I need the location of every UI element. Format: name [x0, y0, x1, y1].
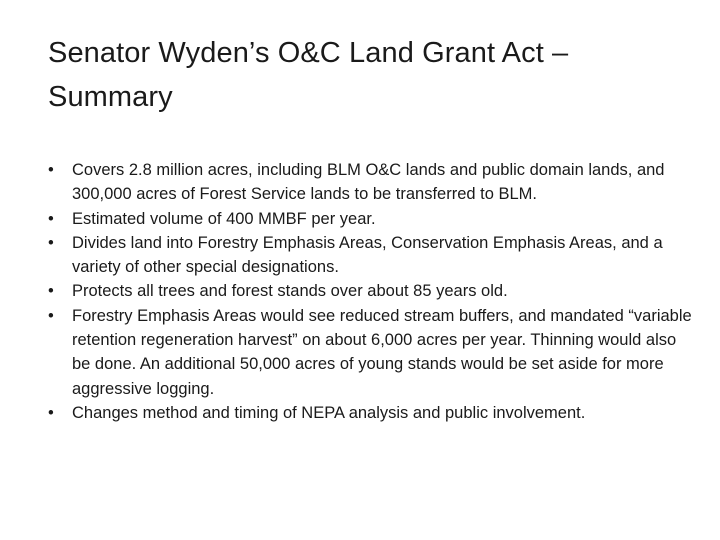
bullet-text: Protects all trees and forest stands over about 85 years old. — [72, 282, 508, 301]
bullet-text: Forestry Emphasis Areas would see reduced stream buffers, and mandated “variable retention regeneration harvest” on about 6,000 acres per year. Thinning would also be done. An additional 50,000 acres of young stands would be set aside for more aggressive logging. — [72, 306, 692, 398]
bullet-dot-icon: • — [48, 161, 54, 179]
bullet-dot-icon: • — [48, 282, 54, 301]
bullet-list — [48, 158, 696, 425]
bullet-dot-icon: • — [48, 403, 54, 422]
bullet-item — [48, 279, 696, 303]
slide-title: Senator Wyden’s O&C Land Grant Act – Summary — [48, 37, 569, 113]
bullet-item — [48, 231, 696, 280]
bullet-item — [48, 401, 696, 425]
bullet-dot-icon: • — [48, 233, 54, 252]
bullet-text: Divides land into Forestry Emphasis Areas, Conservation Emphasis Areas, and a variety of other special designations. — [72, 233, 663, 277]
bullet-text: Changes method and timing of NEPA analysis and public involvement. — [72, 403, 586, 422]
bullet-item — [48, 158, 696, 207]
bullet-text: Covers 2.8 million acres, including BLM O&C lands and public domain lands, and 300,000 acres of Forest Service lands to be transferred to BLM. — [72, 161, 665, 204]
bullet-dot-icon: • — [48, 306, 54, 325]
bullet-item — [48, 207, 696, 231]
bullet-item — [48, 304, 696, 401]
bullet-text: Estimated volume of 400 MMBF per year. — [72, 209, 376, 228]
bullet-dot-icon: • — [48, 209, 54, 228]
